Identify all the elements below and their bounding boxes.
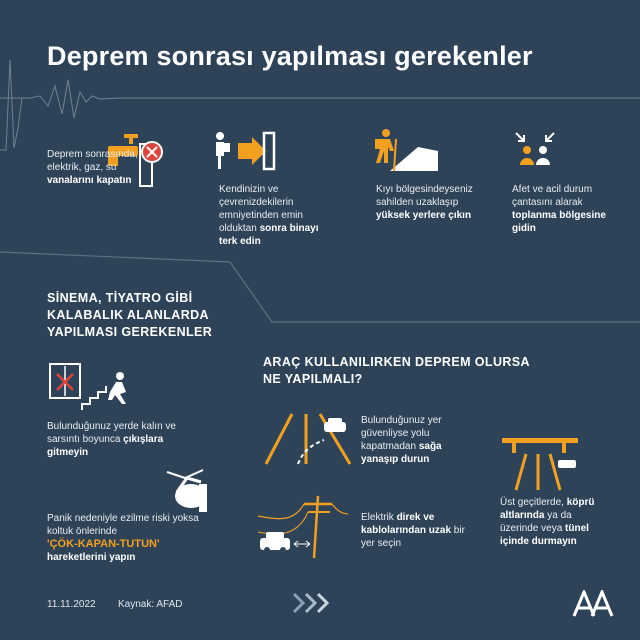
crowded-heading: SİNEMA, TİYATRO GİBİ KALABALIK ALANLARDA YAPILMASI GEREKENLER xyxy=(47,291,213,339)
elevator-stairs-icon xyxy=(48,362,132,412)
bridge-car-icon xyxy=(500,436,580,492)
exit-door-icon xyxy=(212,131,278,171)
assembly-point-icon xyxy=(514,131,556,169)
driving-item-3-text: Elektrik direk ve kablolarından uzak bir yer seçin xyxy=(361,512,465,549)
page-title: Deprem sonrası yapılması gerekenler xyxy=(47,41,533,71)
driving-item-2-text: Üst geçitlerde, köprü altlarında ya da üzerinde veya tünel içinde durmayın xyxy=(500,497,595,547)
aa-logo-icon xyxy=(572,590,616,618)
step-3-text: Kıyı bölgesindeyseniz sahilden uzaklaşıp yüksek yerlere çıkın xyxy=(376,184,473,221)
crowded-item-2-text: Panik nedeniyle ezilme riski yoksa koltuk önlerinde 'ÇÖK-KAPAN-TUTUN' hareketlerini yapın xyxy=(47,513,199,563)
hiker-hill-icon xyxy=(372,127,440,173)
power-pole-car-icon xyxy=(258,492,348,560)
next-chevrons-icon xyxy=(292,592,336,614)
driving-item-1-text: Bulunduğunuz yer güvenliyse yolu kapatmadan sağa yanaşıp durun xyxy=(361,415,442,465)
step-2-text: Kendinizin ve çevrenizdekilerin emniyetinden emin olduktan sonra binayı terk edin xyxy=(219,184,319,247)
step-1-text: Deprem sonrasında, elektrik, gaz, su vanalarını kapatın xyxy=(47,149,138,186)
footer-date: 11.11.2022 xyxy=(47,599,96,610)
road-car-icon xyxy=(262,410,354,466)
crowded-item-1-text: Bulunduğunuz yerde kalın ve sarsıntı boyunca çıkışlara gitmeyin xyxy=(47,421,176,458)
footer-source: Kaynak: AFAD xyxy=(118,599,183,610)
driving-heading: ARAÇ KULLANILIRKEN DEPREM OLURSA NE YAPILMALI? xyxy=(263,355,530,386)
step-4-text: Afet ve acil durum çantasını alarak toplanma bölgesine gidin xyxy=(512,184,606,234)
seat-crouch-icon xyxy=(163,466,213,516)
